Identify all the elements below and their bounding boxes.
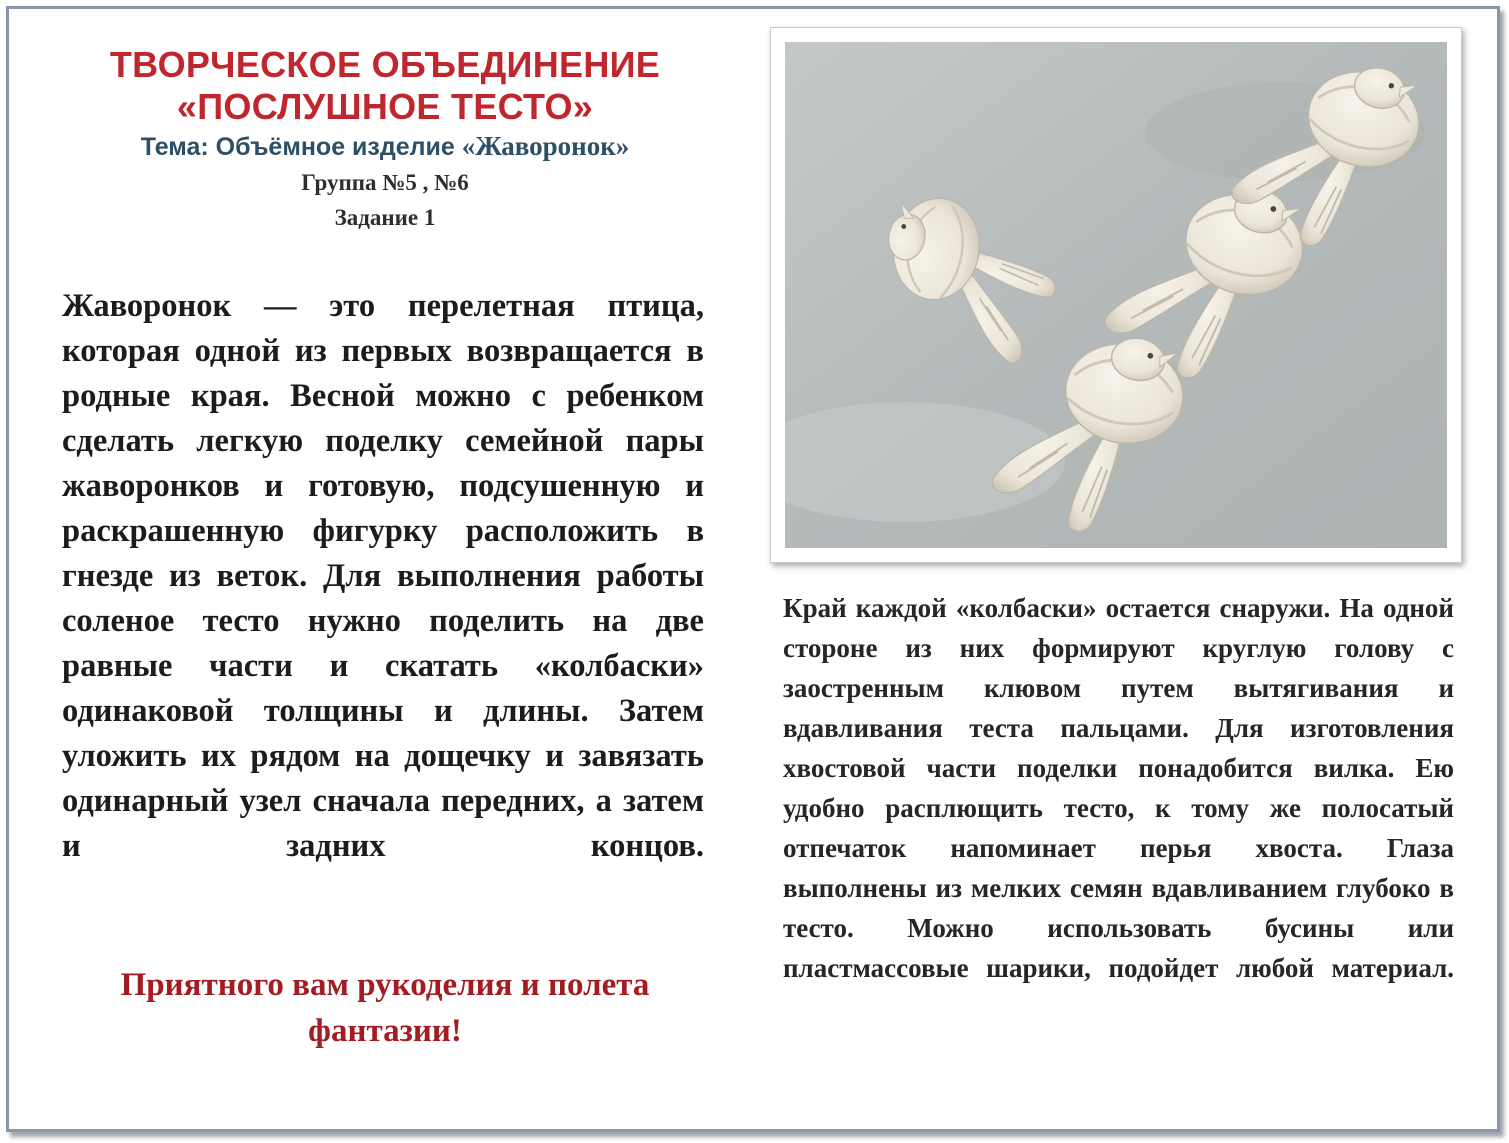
lark-figurines-photo [785, 42, 1447, 548]
task-line: Задание 1 [334, 205, 436, 230]
side-description: Край каждой «колбаски» остается снаружи. На одной стороне из них формируют круглую голову с заостренным клювом путем вытягивания и вдавливания теста пальцами. Для изготовления хвостовой части поделки понадобится вилка. Ею удобно расплющить тесто, к тому же полосатый отпечаток напоминает перья хвоста. Глаза выполнены из мелких семян вдавливанием глубоко в тесто. Можно использовать бусины или пластмассовые шарики, подойдет любой материал. [783, 593, 1454, 983]
main-description: Жаворонок — это перелетная птица, которая одной из первых возвращается в родные края. Весной можно с ребенком сделать легкую поделку семейной пары жаворонков и готовую, подсушенную и раскрашенную фигурку расположить в гнезде из веток. Для выполнения работы соленое тесто нужно поделить на две равные части и скатать «колбаски» одинаковой толщины и длины. Затем уложить их рядом на дощечку и завязать одинарный узел сначала передних, а затем и задних концов. [62, 288, 704, 864]
closing-wish: Приятного вам рукоделия и полета фантазии! [120, 967, 650, 1049]
title-line-1: ТВОРЧЕСКОЕ ОБЪЕДИНЕНИЕ [109, 44, 661, 85]
topic-line [40, 128, 730, 165]
photo-frame [770, 27, 1462, 563]
topic-name: «Жаворонок» [461, 131, 630, 161]
topic-prefix: Тема: Объёмное изделие [140, 133, 462, 161]
group-line: Группа №5 , №6 [301, 170, 469, 195]
title-line-2: «ПОСЛУШНОЕ ТЕСТО» [176, 86, 594, 127]
header [40, 44, 730, 235]
